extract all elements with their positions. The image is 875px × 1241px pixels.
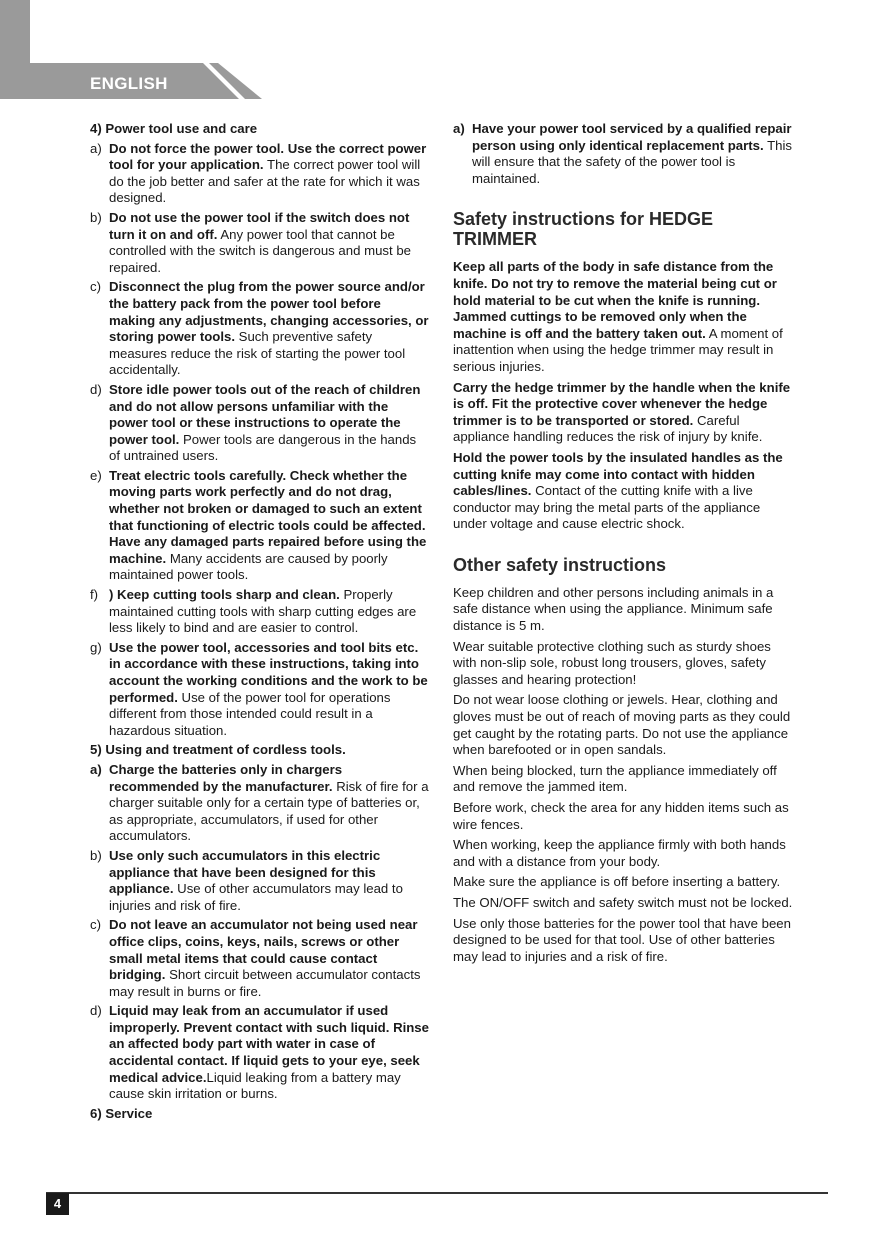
list-item	[90, 210, 430, 276]
section-title-power-tool-use: 4) Power tool use and care	[90, 121, 258, 136]
para-text: Contact of the cutting knife with a live conductor may bring the metal parts of the appliance under voltage and cause electric shock.	[453, 483, 761, 532]
other-paragraph: The ON/OFF switch and safety switch must not be locked.	[453, 894, 793, 910]
hedge-paragraph	[453, 450, 793, 533]
item-bold: Liquid may leak from an accumulator if used improperly. Prevent contact with such liquid. Rinse an affected body part with water in case of accidental contact. If liquid gets to your eye, seek medical advice.	[109, 1003, 429, 1085]
section-title-cordless-tools: 5) Using and treatment of cordless tools.	[90, 742, 346, 758]
item-label: e)	[90, 467, 102, 483]
left-column	[90, 121, 430, 1125]
item-label: g)	[90, 639, 102, 655]
item-label: a)	[90, 140, 102, 156]
item-bold: Store idle power tools out of the reach of children and do not allow persons unfamiliar with the power tool or these instructions to operate the power tool.	[109, 381, 421, 447]
hedge-paragraph	[453, 380, 793, 446]
item-text: Any power tool that cannot be controlled with the switch is dangerous and must be repaired.	[109, 226, 412, 275]
item-bold: Charge the batteries only in chargers recommended by the manufacturer.	[109, 761, 343, 794]
hedge-paragraph	[453, 259, 793, 375]
item-label: c)	[90, 279, 101, 295]
list-item	[90, 587, 430, 637]
item-label: f)	[90, 587, 99, 603]
list-item	[90, 468, 430, 584]
other-safety-heading: Other safety instructions	[453, 554, 667, 575]
right-column	[453, 121, 793, 969]
item-text: The correct power tool will do the job better and safer at the rate for which it was designed.	[109, 157, 421, 206]
other-paragraph: Wear suitable protective clothing such as sturdy shoes with non-slip sole, robust long trousers, gloves, safety glasses and hearing protection!	[453, 638, 771, 687]
language-label: ENGLISH	[90, 74, 168, 93]
item-bold: ) Keep cutting tools sharp and clean.	[109, 587, 340, 603]
other-paragraph: When being blocked, turn the appliance immediately off and remove the jammed item.	[453, 762, 777, 795]
list-item	[90, 1003, 430, 1103]
list-item	[90, 762, 430, 845]
page-number: 4	[46, 1193, 69, 1215]
list-item	[90, 917, 430, 1000]
list-item	[90, 382, 430, 465]
item-text: Use of the power tool for operations different from those intended could result in a hazardous situation.	[109, 689, 391, 738]
item-label: a)	[90, 761, 102, 777]
other-paragraph: Use only those batteries for the power tool that have been designed to be used for that tool. Use of other batteries may lead to injuries and a risk of fire.	[453, 915, 791, 964]
item-label: b)	[90, 209, 102, 225]
other-paragraph: Keep children and other persons including animals in a safe distance when using the appliance. Minimum safe distance is 5 m.	[453, 584, 774, 634]
item-bold: Do not leave an accumulator not being used near office clips, coins, keys, nails, screws or other small metal items that could cause contact bridging.	[109, 917, 418, 983]
section-title-service: 6) Service	[90, 1105, 153, 1121]
para-text: A moment of inattention when using the hedge trimmer may result in serious injuries.	[453, 325, 783, 374]
item-text: This will ensure that the safety of the power tool is maintained.	[472, 137, 793, 186]
hedge-trimmer-heading: Safety instructions for HEDGE TRIMMER	[453, 209, 714, 250]
other-paragraph: Before work, check the area for any hidden items such as wire fences.	[453, 800, 789, 832]
item-bold: Do not force the power tool. Use the correct power tool for your application.	[109, 140, 427, 173]
item-label: d)	[90, 1003, 102, 1019]
list-item	[90, 141, 430, 207]
para-bold: Keep all parts of the body in safe distance from the knife. Do not try to remove the material being cut or hold material to be cut when the knife is running. Jammed cuttings to be removed only when the machine is off and the battery taken out.	[453, 259, 777, 341]
item-label: b)	[90, 847, 102, 863]
item-text: Use of other accumulators may lead to injuries and risk of fire.	[109, 881, 403, 913]
para-bold: Carry the hedge trimmer by the handle when the knife is off. Fit the protective cover whenever the hedge trimmer is to be transported or stored.	[453, 379, 791, 428]
para-bold: Hold the power tools by the insulated handles as the cutting knife may come into contact with hidden cables/lines.	[453, 449, 783, 499]
other-paragraph: Make sure the appliance is off before inserting a battery.	[453, 874, 781, 890]
item-label: c)	[90, 917, 101, 933]
other-paragraph: When working, keep the appliance firmly with both hands and with a distance from your body.	[453, 837, 786, 869]
para-text: Careful appliance handling reduces the risk of injury by knife.	[453, 412, 763, 445]
item-bold: Use only such accumulators in this electric appliance that have been designed for this appliance.	[109, 847, 381, 897]
list-item-service	[453, 121, 793, 187]
item-text: Short circuit between accumulator contacts may result in burns or fire.	[109, 967, 421, 999]
list-item	[90, 848, 430, 914]
list-item	[90, 279, 430, 379]
item-bold: Have your power tool serviced by a qualified repair person using only identical replacement parts.	[472, 121, 792, 153]
item-bold: Treat electric tools carefully. Check whether the moving parts work perfectly and do not drag, whether not broken or damaged to such an extent that functioning of electric tools could be affected. Have any damaged parts repaired before using the machine.	[109, 467, 427, 566]
item-bold: Disconnect the plug from the power source and/or the battery pack from the power tool before making any adjustments, changing accessories, or storing power tools.	[109, 279, 429, 345]
item-bold: Do not use the power tool if the switch does not turn it on and off.	[109, 209, 410, 242]
item-text: Liquid leaking from a battery may cause skin irritation or burns.	[109, 1069, 401, 1102]
other-paragraph: Do not wear loose clothing or jewels. Hear, clothing and gloves must be out of reach of moving parts as they could get caught by the rotating parts. Do not use the appliance when barefooted or in open sandals.	[453, 692, 791, 758]
item-text: Properly maintained cutting tools with sharp cutting edges are less likely to bind and are easier to control.	[109, 587, 417, 636]
item-text: Many accidents are caused by poorly maintained power tools.	[109, 550, 388, 583]
footer-rule	[46, 1192, 828, 1194]
list-item	[90, 640, 430, 740]
item-text: Power tools are dangerous in the hands of untrained users.	[109, 431, 417, 464]
item-label: a)	[453, 121, 465, 136]
item-label: d)	[90, 381, 102, 397]
item-text: Such preventive safety measures reduce the risk of starting the power tool accidentally.	[109, 329, 406, 378]
item-bold: Use the power tool, accessories and tool bits etc. in accordance with these instructions, taking into account the working conditions and the work to be performed.	[109, 639, 428, 705]
item-text: Risk of fire for a charger suitable only for a certain type of batteries or, as appropriate, accumulators, if used for other accumulators.	[109, 778, 429, 844]
